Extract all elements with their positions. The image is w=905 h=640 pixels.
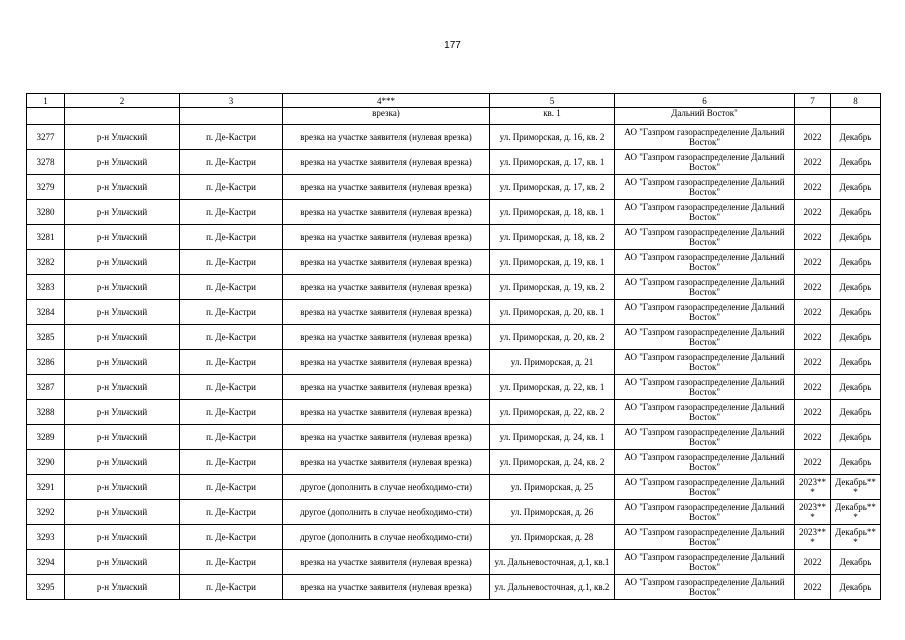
table-row	[27, 525, 881, 550]
district-cell: р-н Ульчский	[65, 400, 180, 425]
table-row	[27, 375, 881, 400]
month-cell: Декабрь	[831, 575, 881, 600]
address-cell: ул. Приморская, д. 18, кв. 2	[490, 225, 615, 250]
address-cell: ул. Приморская, д. 17, кв. 1	[490, 150, 615, 175]
connection-type-cell: врезка на участке заявителя (нулевая врезка)	[283, 550, 490, 575]
district-cell: р-н Ульчский	[65, 425, 180, 450]
year-cell: 2022	[795, 150, 831, 175]
row-number-cell: 3294	[27, 550, 65, 575]
month-cell: Декабрь***	[831, 525, 881, 550]
settlement-cell: п. Де-Кастри	[180, 500, 283, 525]
month-cell: Декабрь	[831, 325, 881, 350]
month-cell: Декабрь	[831, 400, 881, 425]
year-cell: 2023***	[795, 475, 831, 500]
organization-cell: АО "Газпром газораспределение Дальний Восток"	[615, 150, 795, 175]
table-cell: врезка)	[283, 108, 490, 125]
organization-cell: АО "Газпром газораспределение Дальний Восток"	[615, 300, 795, 325]
month-cell: Декабрь	[831, 425, 881, 450]
column-header: 4***	[283, 94, 490, 108]
organization-cell: АО "Газпром газораспределение Дальний Восток"	[615, 575, 795, 600]
column-header: 8	[831, 94, 881, 108]
connection-type-cell: другое (дополнить в случае необходимо-сти)	[283, 525, 490, 550]
organization-cell: АО "Газпром газораспределение Дальний Восток"	[615, 200, 795, 225]
connection-type-cell: врезка на участке заявителя (нулевая врезка)	[283, 250, 490, 275]
month-cell: Декабрь	[831, 450, 881, 475]
district-cell: р-н Ульчский	[65, 575, 180, 600]
address-cell: ул. Приморская, д. 22, кв. 1	[490, 375, 615, 400]
year-cell: 2022	[795, 125, 831, 150]
table-row	[27, 300, 881, 325]
address-cell: ул. Приморская, д. 18, кв. 1	[490, 200, 615, 225]
district-cell: р-н Ульчский	[65, 150, 180, 175]
month-cell: Декабрь	[831, 200, 881, 225]
year-cell: 2023***	[795, 500, 831, 525]
column-header: 6	[615, 94, 795, 108]
organization-cell: АО "Газпром газораспределение Дальний Восток"	[615, 125, 795, 150]
district-cell: р-н Ульчский	[65, 175, 180, 200]
connection-type-cell: врезка на участке заявителя (нулевая врезка)	[283, 425, 490, 450]
month-cell: Декабрь	[831, 275, 881, 300]
table-row	[27, 275, 881, 300]
year-cell: 2022	[795, 250, 831, 275]
year-cell: 2022	[795, 375, 831, 400]
connection-type-cell: врезка на участке заявителя (нулевая врезка)	[283, 225, 490, 250]
year-cell: 2022	[795, 575, 831, 600]
district-cell: р-н Ульчский	[65, 525, 180, 550]
address-cell: ул. Приморская, д. 24, кв. 1	[490, 425, 615, 450]
address-cell: ул. Дальневосточная, д.1, кв.2	[490, 575, 615, 600]
column-header: 1	[27, 94, 65, 108]
connection-type-cell: врезка на участке заявителя (нулевая врезка)	[283, 300, 490, 325]
row-number-cell: 3277	[27, 125, 65, 150]
page-number: 177	[444, 40, 461, 51]
year-cell: 2022	[795, 450, 831, 475]
column-header: 7	[795, 94, 831, 108]
month-cell: Декабрь	[831, 175, 881, 200]
table-row	[27, 500, 881, 525]
table-row	[27, 250, 881, 275]
address-cell: ул. Приморская, д. 22, кв. 2	[490, 400, 615, 425]
organization-cell: АО "Газпром газораспределение Дальний Восток"	[615, 475, 795, 500]
row-number-cell: 3285	[27, 325, 65, 350]
settlement-cell: п. Де-Кастри	[180, 125, 283, 150]
address-cell: ул. Приморская, д. 16, кв. 2	[490, 125, 615, 150]
year-cell: 2022	[795, 425, 831, 450]
table-row	[27, 200, 881, 225]
organization-cell: АО "Газпром газораспределение Дальний Восток"	[615, 400, 795, 425]
connection-type-cell: врезка на участке заявителя (нулевая врезка)	[283, 575, 490, 600]
column-header: 5	[490, 94, 615, 108]
settlement-cell: п. Де-Кастри	[180, 150, 283, 175]
table-cell: Дальний Восток"	[615, 108, 795, 125]
table-row	[27, 550, 881, 575]
district-cell: р-н Ульчский	[65, 350, 180, 375]
column-header: 3	[180, 94, 283, 108]
row-number-cell: 3278	[27, 150, 65, 175]
row-number-cell: 3290	[27, 450, 65, 475]
table-cell: кв. 1	[490, 108, 615, 125]
table-cell	[180, 108, 283, 125]
connection-type-cell: врезка на участке заявителя (нулевая врезка)	[283, 125, 490, 150]
settlement-cell: п. Де-Кастри	[180, 375, 283, 400]
table-row	[27, 325, 881, 350]
connection-type-cell: другое (дополнить в случае необходимо-сти)	[283, 500, 490, 525]
year-cell: 2022	[795, 350, 831, 375]
address-cell: ул. Приморская, д. 20, кв. 1	[490, 300, 615, 325]
organization-cell: АО "Газпром газораспределение Дальний Восток"	[615, 425, 795, 450]
settlement-cell: п. Де-Кастри	[180, 550, 283, 575]
year-cell: 2022	[795, 300, 831, 325]
year-cell: 2022	[795, 325, 831, 350]
settlement-cell: п. Де-Кастри	[180, 475, 283, 500]
month-cell: Декабрь	[831, 250, 881, 275]
row-number-cell: 3295	[27, 575, 65, 600]
district-cell: р-н Ульчский	[65, 300, 180, 325]
settlement-cell: п. Де-Кастри	[180, 525, 283, 550]
organization-cell: АО "Газпром газораспределение Дальний Восток"	[615, 350, 795, 375]
month-cell: Декабрь	[831, 225, 881, 250]
organization-cell: АО "Газпром газораспределение Дальний Восток"	[615, 325, 795, 350]
table-row	[27, 350, 881, 375]
organization-cell: АО "Газпром газораспределение Дальний Восток"	[615, 275, 795, 300]
table-row	[27, 175, 881, 200]
connection-type-cell: врезка на участке заявителя (нулевая врезка)	[283, 450, 490, 475]
month-cell: Декабрь	[831, 350, 881, 375]
settlement-cell: п. Де-Кастри	[180, 175, 283, 200]
row-number-cell: 3287	[27, 375, 65, 400]
row-number-cell: 3284	[27, 300, 65, 325]
organization-cell: АО "Газпром газораспределение Дальний Восток"	[615, 500, 795, 525]
year-cell: 2022	[795, 200, 831, 225]
address-cell: ул. Приморская, д. 24, кв. 2	[490, 450, 615, 475]
organization-cell: АО "Газпром газораспределение Дальний Восток"	[615, 375, 795, 400]
month-cell: Декабрь	[831, 375, 881, 400]
organization-cell: АО "Газпром газораспределение Дальний Восток"	[615, 525, 795, 550]
month-cell: Декабрь***	[831, 475, 881, 500]
address-cell: ул. Приморская, д. 17, кв. 2	[490, 175, 615, 200]
table-cell	[65, 108, 180, 125]
settlement-cell: п. Де-Кастри	[180, 425, 283, 450]
settlement-cell: п. Де-Кастри	[180, 225, 283, 250]
year-cell: 2022	[795, 175, 831, 200]
address-cell: ул. Приморская, д. 19, кв. 1	[490, 250, 615, 275]
address-cell: ул. Дальневосточная, д.1, кв.1	[490, 550, 615, 575]
district-cell: р-н Ульчский	[65, 500, 180, 525]
year-cell: 2022	[795, 550, 831, 575]
connection-type-cell: врезка на участке заявителя (нулевая врезка)	[283, 400, 490, 425]
organization-cell: АО "Газпром газораспределение Дальний Восток"	[615, 550, 795, 575]
table-cell	[795, 108, 831, 125]
connection-type-cell: врезка на участке заявителя (нулевая врезка)	[283, 325, 490, 350]
district-cell: р-н Ульчский	[65, 550, 180, 575]
district-cell: р-н Ульчский	[65, 450, 180, 475]
district-cell: р-н Ульчский	[65, 225, 180, 250]
continuation-row	[27, 108, 881, 125]
table-row	[27, 425, 881, 450]
year-cell: 2023***	[795, 525, 831, 550]
row-number-cell: 3292	[27, 500, 65, 525]
table-row	[27, 150, 881, 175]
row-number-cell: 3279	[27, 175, 65, 200]
settlement-cell: п. Де-Кастри	[180, 400, 283, 425]
organization-cell: АО "Газпром газораспределение Дальний Восток"	[615, 450, 795, 475]
table-cell	[27, 108, 65, 125]
district-cell: р-н Ульчский	[65, 325, 180, 350]
address-cell: ул. Приморская, д. 28	[490, 525, 615, 550]
district-cell: р-н Ульчский	[65, 125, 180, 150]
connection-type-cell: врезка на участке заявителя (нулевая врезка)	[283, 350, 490, 375]
column-header: 2	[65, 94, 180, 108]
settlement-cell: п. Де-Кастри	[180, 350, 283, 375]
settlement-cell: п. Де-Кастри	[180, 325, 283, 350]
district-cell: р-н Ульчский	[65, 275, 180, 300]
year-cell: 2022	[795, 400, 831, 425]
row-number-cell: 3283	[27, 275, 65, 300]
organization-cell: АО "Газпром газораспределение Дальний Восток"	[615, 250, 795, 275]
row-number-cell: 3288	[27, 400, 65, 425]
settlement-cell: п. Де-Кастри	[180, 450, 283, 475]
settlement-cell: п. Де-Кастри	[180, 275, 283, 300]
row-number-cell: 3293	[27, 525, 65, 550]
row-number-cell: 3291	[27, 475, 65, 500]
connection-type-cell: врезка на участке заявителя (нулевая врезка)	[283, 375, 490, 400]
table-row	[27, 450, 881, 475]
connection-type-cell: другое (дополнить в случае необходимо-сти)	[283, 475, 490, 500]
district-cell: р-н Ульчский	[65, 475, 180, 500]
district-cell: р-н Ульчский	[65, 375, 180, 400]
row-number-cell: 3282	[27, 250, 65, 275]
header-row	[27, 94, 881, 108]
settlement-cell: п. Де-Кастри	[180, 200, 283, 225]
month-cell: Декабрь	[831, 125, 881, 150]
address-cell: ул. Приморская, д. 21	[490, 350, 615, 375]
address-cell: ул. Приморская, д. 26	[490, 500, 615, 525]
month-cell: Декабрь	[831, 300, 881, 325]
data-table	[26, 93, 881, 600]
connection-type-cell: врезка на участке заявителя (нулевая врезка)	[283, 150, 490, 175]
settlement-cell: п. Де-Кастри	[180, 300, 283, 325]
district-cell: р-н Ульчский	[65, 250, 180, 275]
month-cell: Декабрь	[831, 150, 881, 175]
table-row	[27, 125, 881, 150]
connection-type-cell: врезка на участке заявителя (нулевая врезка)	[283, 175, 490, 200]
table-row	[27, 400, 881, 425]
address-cell: ул. Приморская, д. 25	[490, 475, 615, 500]
table-row	[27, 225, 881, 250]
connection-type-cell: врезка на участке заявителя (нулевая врезка)	[283, 200, 490, 225]
address-cell: ул. Приморская, д. 19, кв. 2	[490, 275, 615, 300]
connection-type-cell: врезка на участке заявителя (нулевая врезка)	[283, 275, 490, 300]
row-number-cell: 3286	[27, 350, 65, 375]
district-cell: р-н Ульчский	[65, 200, 180, 225]
year-cell: 2022	[795, 275, 831, 300]
table-cell	[831, 108, 881, 125]
organization-cell: АО "Газпром газораспределение Дальний Восток"	[615, 225, 795, 250]
month-cell: Декабрь	[831, 550, 881, 575]
address-cell: ул. Приморская, д. 20, кв. 2	[490, 325, 615, 350]
organization-cell: АО "Газпром газораспределение Дальний Восток"	[615, 175, 795, 200]
row-number-cell: 3289	[27, 425, 65, 450]
settlement-cell: п. Де-Кастри	[180, 575, 283, 600]
row-number-cell: 3280	[27, 200, 65, 225]
settlement-cell: п. Де-Кастри	[180, 250, 283, 275]
table-row	[27, 575, 881, 600]
year-cell: 2022	[795, 225, 831, 250]
table-row	[27, 475, 881, 500]
row-number-cell: 3281	[27, 225, 65, 250]
month-cell: Декабрь***	[831, 500, 881, 525]
